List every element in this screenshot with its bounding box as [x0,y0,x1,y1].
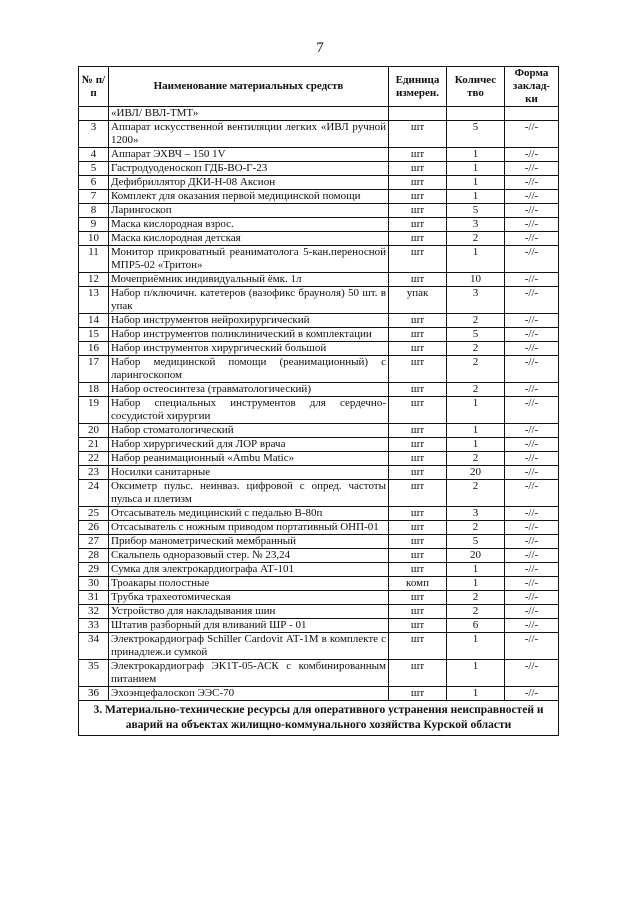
row-num: 18 [79,383,109,397]
row-form: -//- [505,121,559,148]
table-row [79,342,559,356]
row-unit: шт [389,480,447,507]
row-qty: 1 [447,148,505,162]
header-form: Форма заклад-ки [505,67,559,107]
row-name: Аппарат искусственной вентиляции легких «ИВЛ ручной 1200» [109,121,389,148]
row-qty: 1 [447,563,505,577]
row-unit: шт [389,190,447,204]
table-row [79,521,559,535]
row-qty: 1 [447,633,505,660]
header-unit: Единица измерен. [389,67,447,107]
row-qty: 6 [447,619,505,633]
row-name: Гастродуоденоскоп ГДБ-ВО-Г-23 [109,162,389,176]
row-form: -//- [505,466,559,480]
table-row [79,176,559,190]
row-num: 6 [79,176,109,190]
row-qty: 2 [447,314,505,328]
table-row [79,563,559,577]
row-unit: шт [389,383,447,397]
row-unit: шт [389,273,447,287]
row-name: Ларингоскоп [109,204,389,218]
table-row [79,273,559,287]
row-name: Электрокардиограф ЭК1Т-05-АСК с комбинированным питанием [109,660,389,687]
row-form: -//- [505,577,559,591]
table-row [79,162,559,176]
table-row [79,121,559,148]
row-name: «ИВЛ/ ВВЛ-ТМТ» [109,107,389,121]
row-num: 9 [79,218,109,232]
row-unit: упак [389,287,447,314]
row-unit: шт [389,452,447,466]
row-name: Устройство для накладывания шин [109,605,389,619]
row-name: Набор хирургический для ЛОР врача [109,438,389,452]
row-name: Штатив разборный для вливаний ШР - 01 [109,619,389,633]
row-unit: шт [389,342,447,356]
row-name: Набор п/ключичн. катетеров (вазофикс брауноля) 50 шт. в упак [109,287,389,314]
row-num: 29 [79,563,109,577]
row-form: -//- [505,204,559,218]
row-num: 19 [79,397,109,424]
row-form: -//- [505,452,559,466]
row-qty: 1 [447,660,505,687]
row-name: Электрокардиограф Schiller Cardovit АТ-1М в комплекте с принадлеж.и сумкой [109,633,389,660]
row-form: -//- [505,521,559,535]
row-qty [447,107,505,121]
row-qty: 3 [447,218,505,232]
row-qty: 5 [447,121,505,148]
row-qty: 2 [447,605,505,619]
section-row [79,701,559,736]
table-row [79,535,559,549]
row-unit: шт [389,466,447,480]
row-unit: шт [389,204,447,218]
header-name: Наименование материальных средств [109,67,389,107]
row-unit: шт [389,619,447,633]
table-row [79,633,559,660]
row-form: -//- [505,507,559,521]
row-form: -//- [505,273,559,287]
row-name: Скальпель одноразовый стер. № 23,24 [109,549,389,563]
row-form [505,107,559,121]
row-num [79,107,109,121]
row-qty: 3 [447,287,505,314]
row-num: 31 [79,591,109,605]
row-num: 13 [79,287,109,314]
row-unit: шт [389,549,447,563]
row-form: -//- [505,314,559,328]
row-name: Оксиметр пульс. неинваз. цифровой с опред. частоты пульса и плетизм [109,480,389,507]
row-name: Аппарат ЭХВЧ – 150 1V [109,148,389,162]
row-num: 7 [79,190,109,204]
row-num: 4 [79,148,109,162]
table-row [79,204,559,218]
row-form: -//- [505,619,559,633]
page-number: 7 [316,40,324,56]
row-form: -//- [505,342,559,356]
table-row [79,232,559,246]
row-qty: 2 [447,452,505,466]
row-name: Комплект для оказания первой медицинской помощи [109,190,389,204]
row-unit: шт [389,176,447,190]
table-body [79,107,559,701]
row-qty: 1 [447,162,505,176]
row-num: 10 [79,232,109,246]
table-row [79,190,559,204]
row-name: Монитор прикроватный реаниматолога 5-кан.переносной МПР5-02 «Тритон» [109,246,389,273]
row-unit: комп [389,577,447,591]
header-qty: Количес тво [447,67,505,107]
row-form: -//- [505,438,559,452]
row-form: -//- [505,356,559,383]
row-form: -//- [505,148,559,162]
row-form: -//- [505,687,559,701]
row-form: -//- [505,162,559,176]
row-qty: 1 [447,424,505,438]
row-num: 23 [79,466,109,480]
row-form: -//- [505,232,559,246]
table-row [79,466,559,480]
row-num: 16 [79,342,109,356]
table-row [79,549,559,563]
row-unit: шт [389,148,447,162]
row-num: 36 [79,687,109,701]
row-form: -//- [505,218,559,232]
materials-table [78,66,559,736]
table-row [79,218,559,232]
row-form: -//- [505,605,559,619]
row-num: 11 [79,246,109,273]
row-name: Набор стоматологический [109,424,389,438]
table-header-row [79,67,559,107]
row-name: Набор остеосинтеза (травматологический) [109,383,389,397]
row-name: Набор инструментов поликлинический в комплектации [109,328,389,342]
row-name: Троакары полостные [109,577,389,591]
table-row [79,480,559,507]
row-name: Носилки санитарные [109,466,389,480]
row-name: Эхоэнцефалоскоп ЭЭС-70 [109,687,389,701]
row-name: Отсасыватель с ножным приводом портативный ОНП-01 [109,521,389,535]
row-num: 15 [79,328,109,342]
row-unit: шт [389,438,447,452]
row-form: -//- [505,328,559,342]
row-form: -//- [505,591,559,605]
row-qty: 1 [447,397,505,424]
row-qty: 1 [447,246,505,273]
row-num: 28 [79,549,109,563]
row-name: Набор инструментов нейрохирургический [109,314,389,328]
table-row [79,424,559,438]
row-unit: шт [389,563,447,577]
row-form: -//- [505,633,559,660]
row-qty: 2 [447,480,505,507]
row-name: Набор реанимационный «Ambu Matic» [109,452,389,466]
row-num: 33 [79,619,109,633]
row-qty: 10 [447,273,505,287]
table-row [79,452,559,466]
row-form: -//- [505,424,559,438]
row-qty: 1 [447,190,505,204]
section-title: 3. Материально-технические ресурсы для оперативного устранения неисправностей и аварий на объектах жилищно-коммунального хозяйства Курской области [79,701,559,736]
table-row [79,328,559,342]
table-row [79,577,559,591]
row-num: 26 [79,521,109,535]
row-unit: шт [389,232,447,246]
row-num: 24 [79,480,109,507]
table-row [79,619,559,633]
row-unit: шт [389,314,447,328]
row-name: Сумка для электрокардиографа АТ-101 [109,563,389,577]
row-qty: 20 [447,466,505,480]
row-form: -//- [505,287,559,314]
row-num: 22 [79,452,109,466]
row-qty: 2 [447,342,505,356]
row-name: Мочеприёмник индивидуальный ёмк. 1л [109,273,389,287]
row-name: Набор специальных инструментов для сердечно-сосудистой хирургии [109,397,389,424]
row-qty: 2 [447,356,505,383]
row-num: 21 [79,438,109,452]
row-unit: шт [389,121,447,148]
row-num: 14 [79,314,109,328]
table-row [79,356,559,383]
row-unit: шт [389,687,447,701]
row-unit: шт [389,521,447,535]
row-unit: шт [389,162,447,176]
row-form: -//- [505,660,559,687]
row-unit [389,107,447,121]
row-qty: 1 [447,687,505,701]
row-qty: 20 [447,549,505,563]
row-num: 35 [79,660,109,687]
row-unit: шт [389,605,447,619]
table-row [79,107,559,121]
table-row [79,438,559,452]
row-unit: шт [389,397,447,424]
table-row [79,687,559,701]
table-row [79,591,559,605]
row-qty: 2 [447,232,505,246]
row-form: -//- [505,563,559,577]
table-row [79,246,559,273]
row-name: Трубка трахеотомическая [109,591,389,605]
row-num: 27 [79,535,109,549]
table-row [79,660,559,687]
header-num: № п/п [79,67,109,107]
row-form: -//- [505,397,559,424]
row-name: Дефибриллятор ДКИ-Н-08 Аксион [109,176,389,190]
row-qty: 1 [447,438,505,452]
table-row [79,287,559,314]
row-name: Набор медицинской помощи (реанимационный) с ларингоскопом [109,356,389,383]
row-form: -//- [505,176,559,190]
table-row [79,148,559,162]
row-qty: 2 [447,383,505,397]
table-row [79,605,559,619]
row-qty: 5 [447,328,505,342]
row-form: -//- [505,190,559,204]
table-row [79,397,559,424]
row-qty: 5 [447,204,505,218]
row-num: 5 [79,162,109,176]
row-num: 12 [79,273,109,287]
row-form: -//- [505,480,559,507]
row-name: Набор инструментов хирургический большой [109,342,389,356]
row-num: 8 [79,204,109,218]
row-qty: 5 [447,535,505,549]
row-qty: 3 [447,507,505,521]
row-qty: 1 [447,176,505,190]
row-unit: шт [389,535,447,549]
row-form: -//- [505,383,559,397]
row-unit: шт [389,246,447,273]
row-name: Прибор манометрический мембранный [109,535,389,549]
row-num: 20 [79,424,109,438]
row-unit: шт [389,424,447,438]
row-name: Маска кислородная взрос. [109,218,389,232]
row-unit: шт [389,591,447,605]
row-unit: шт [389,218,447,232]
row-qty: 1 [447,577,505,591]
row-unit: шт [389,356,447,383]
row-qty: 2 [447,591,505,605]
table-row [79,507,559,521]
row-form: -//- [505,549,559,563]
row-unit: шт [389,507,447,521]
table-row [79,383,559,397]
row-name: Отсасыватель медицинский с педалью В-80п [109,507,389,521]
row-unit: шт [389,633,447,660]
row-unit: шт [389,328,447,342]
row-num: 32 [79,605,109,619]
row-unit: шт [389,660,447,687]
row-qty: 2 [447,521,505,535]
row-num: 3 [79,121,109,148]
row-num: 25 [79,507,109,521]
row-form: -//- [505,535,559,549]
table-row [79,314,559,328]
row-name: Маска кислородная детская [109,232,389,246]
row-num: 17 [79,356,109,383]
row-num: 30 [79,577,109,591]
row-form: -//- [505,246,559,273]
row-num: 34 [79,633,109,660]
